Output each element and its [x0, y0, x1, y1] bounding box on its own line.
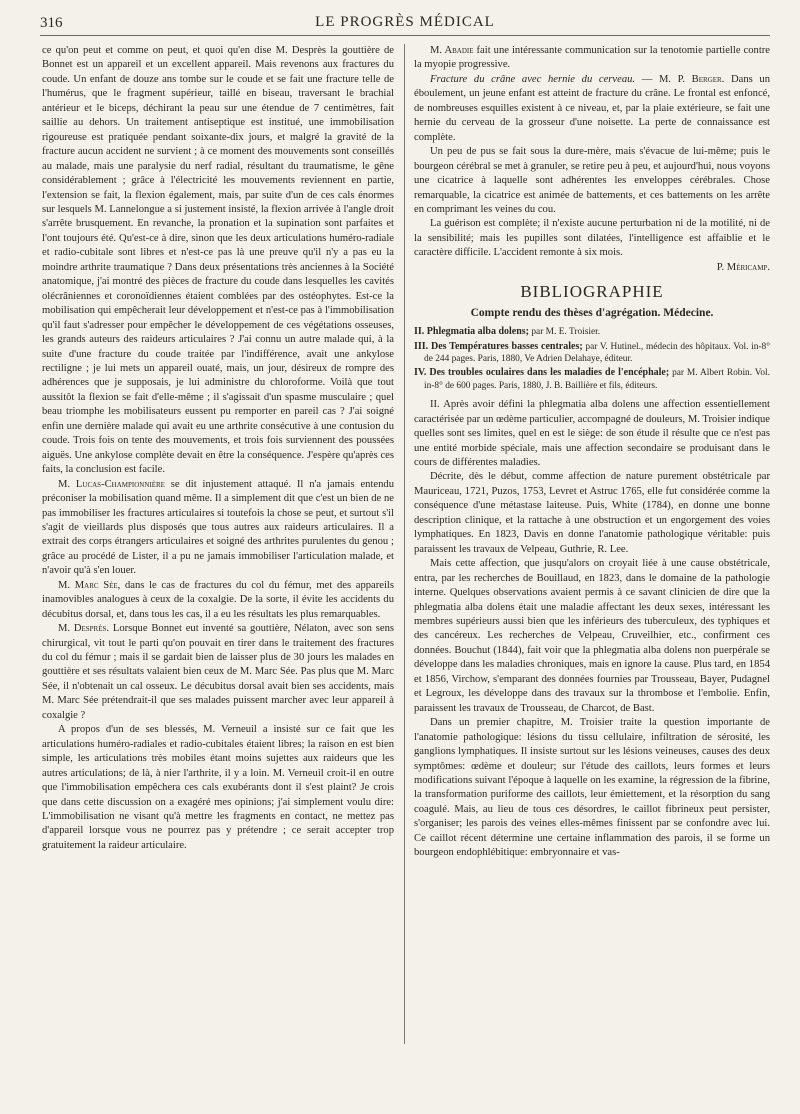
- paragraph: M. Abadie fait une intéressante communication sur la tenotomie partielle contre la myopie progressive.: [414, 45, 770, 71]
- journal-title: LE PROGRÈS MÉDICAL: [315, 14, 495, 30]
- paragraph: M. Desprès. Lorsque Bonnet eut inventé sa gouttière, Nélaton, avec son sens chirurgical, vit tout le parti qu'on pouvait en tirer dans le traitement des fractures du col du fémur ; mais il se gardait bien de laisser plus de 30 jours les malades en gouttière et ses résultats valaient bien ceux de M. Marc Sée. Pas plus que M. Marc Sée, il n'obtenait un cal osseux. Le décubitus dorsal avait bien ses accidents, mais M. Marc Sée prétendrait-il que ses malades puissent marcher avec leur appareil à coxalgie ?: [42, 623, 394, 721]
- speaker-name: M. Lucas-Championnière: [58, 478, 165, 490]
- bibliography-subheading: Compte rendu des thèses d'agrégation. Médecine.: [470, 306, 714, 319]
- paragraph: M. Lucas-Championnière se dit injustement attaqué. Il n'a jamais entendu préconiser la mobilisation quand même. Il a simplement dit que c'est un bien de ne pas immobiliser les fractures articulaires si toutefois la chose se peut, et surtout s'il s'agit de vieillards plus disposés que tous autres aux raideurs articulaires. Il a extrait des corps étrangers articulaires et soigné des arthrites purulentes du genou ; grâce au procédé de Lister, il a pu ne jamais immobiliser l'articulation malade, et n'avoir qu'à s'en louer.: [42, 478, 394, 577]
- paragraph: Fracture du crâne avec hernie du cerveau. — M. P. Berger. Dans un éboulement, un jeune enfant est atteint de fracture du crâne. Le frontal est enfoncé, de nombreuses esquilles existent à ce niveau, et, par la plaie extérieure, se fait une hernie du cerveau de la grosseur d'une noisette. La perte de connaissance est complète.: [414, 73, 770, 143]
- speaker-name: M. Desprès.: [58, 623, 110, 635]
- bibliography-heading: BIBLIOGRAPHIE: [520, 282, 664, 302]
- paragraph: Décrite, dès le début, comme affection de nature purement obstétricale par Mauriceau, 1721, Puzos, 1753, Levret et Astruc 1765, elle fut considérée comme la conséquence d'une métastase laiteuse. Puis, White (1784), en donne une bonne description clinique, et la rattache à une obstruction et un engorgement des voies lymphatiques. En 1823, Davis en donne l'anatomie pathologique véritable: puis paraissent les travaux de Velpeau, Guthrie, R. Lee.: [414, 471, 770, 555]
- bibliography-entry: IV. Des troubles oculaires dans les maladies de l'encéphale; par M. Albert Robin. Vol. in-8° de 600 pages. Paris, 1880, J. B. Baillière et fils, éditeurs.: [414, 367, 770, 391]
- section-title: Fracture du crâne avec hernie du cerveau.: [430, 73, 636, 85]
- paragraph: Mais cette affection, que jusqu'alors on croyait liée à une cause obstétricale, entra, par les recherches de Bouillaud, en 1823, dans le domaine de la pathologie interne. Quelques observations avaient permis à ce savant clinicien de dire que la phlegmatia alba dolens était une maladie affectant les deux sexes, intéressant les membres supérieurs aussi bien que les inférieurs des tuberculeux, des typhiques et des cancéreux. Les recherches de Velpeau, Cruveilhier, etc., confirment ces données. Bouchut (1844), fait voir que la phlegmatia alba dolens non puerpérale se développe dans les maladies chroniques, mais en ignore la cause. Plus tard, en 1854 et 1856, Virchow, s'emparant des données fournies par Trousseau, Bayer, Pudagnel et Legroux, les développe dans des travaux sur la thrombose et l'embolie. Enfin, paraissent les travaux de Trousseau, de Charcot, de Bast.: [414, 558, 770, 714]
- paragraph: II. Après avoir défini la phlegmatia alba dolens une affection essentiellement caractérisée par un œdème particulier, accompagné de douleurs, M. Troisier indique quelles sont ses limites, quel en est le siège: de son étude il résulte que ce n'est pas une entité morbide spéciale, mais une affection secondaire se produisant dans le cours de différentes maladies.: [414, 399, 770, 468]
- paragraph: A propos d'un de ses blessés, M. Verneuil a insisté sur ce fait que les articulations huméro-radiales et radio-cubitales étaient libres; la raison en est bien simple, les articulations très mobiles étant moins sujettes aux raideurs que les autres articulations; de là, à nier l'arthrite, il y a loin. M. Verneuil croit-il en outre que l'immobilisation empêchera ces cals exubérants dont il s'est plaint? Je crois que dans cette discussion on a exagéré mes opinions; j'ai simplement voulu dire: L'immobilisation ne visant qu'à mettre les fragments en contact, ne mettez pas d'appareil lorsque vous ne pourrez pas y prétendre ; ce serait accepter trop gratuitement la raideur articulaire.: [42, 724, 394, 851]
- paragraph: Dans un premier chapitre, M. Troisier traite la question importante de l'anatomie pathologique: lésions du tissu cellulaire, infiltration de sérosité, les ganglions lymphatiques. Il insiste surtout sur les lésions veineuses, causes des deux symptômes: œdème et douleur; sur l'étude des caillots, leurs formes et leurs modifications suivant l'époque à laquelle on les examine, la régression de la fibrine, la transformation puriforme des caillots, leur émiettement, et la résorption du sang coagulé. Mais, au lieu de tous ces désordres, le caillot fibrineux peut persister, s'organiser; les parois des veines elles-mêmes finissent par se confondre avec lui. Ce caillot récent détermine une certaine inflammation des parois, il se forme un bourgeon endophlébitique: embryonnaire et vas-: [414, 717, 770, 859]
- paragraph: La guérison est complète; il n'existe aucune perturbation ni de la motilité, ni de la sensibilité; mais les pupilles sont dilatées, l'intelligence est affaiblie et le caractère difficile. L'accident remonte à six mois.: [414, 218, 770, 259]
- paragraph: ce qu'on peut et comme on peut, et quoi qu'en dise M. Desprès la gouttière de Bonnet est un appareil et un excellent appareil. Mais revenons aux fractures du coude. Un enfant de douze ans tombe sur le coude et se fait une fracture telle de l'humérus, que le fragment supérieur, taillé en biseau, traversant le brachial antérieur et le biceps, déchirant la peau sur une étendue de 7 centimètres, fait saillie au dehors. Un traitement antiseptique est institué, une immobilisation rigoureuse est pratiquée pendant soixante-dix jours, et malgré la gravité de la fracture aucun accident ne survient ; à ce moment des mouvements sont conseillés au malade, mais une paralysie du nerf radial, résultant du traumatisme, le gêne considérablement ; grâce à l'électricité les mouvements reviennent en partie, l'extension se fait, la flexion également, mais, par suite d'un de ces cals énormes sur lesquels M. Lannelongue a si justement insisté, la flexion arrivée à l'angle droit s'arrête brusquement. En revanche, la pronation et la supination sont parfaites et l'ont toujours été. Qu'est-ce à dire, sinon que les deux articulations huméro-radiale et radio-cubitale sont libres et n'est-ce pas là une preuve qu'il n'y a pas eu la moindre arthrite traumatique ? Dans deux présentations très anciennes à la Société anatomique, j'ai montré des pièces de fracture du coude dans lesquelles les cavités olécrâniennes et coronoïdiennes étaient comblées par des ostéophytes. Est-ce la mobilisation qui empêcherait leur développement et n'est-ce pas à l'immobilisation qu'il faut s'adresser pour empêcher le développement de ces végétations osseuses, les grands auteurs des raideurs articulaires ? J'ai connu un autre malade qui, à la suite d'une fracture du coude traitée par l'indifférence, avait une ankylose rectiligne ; je lui mets un appareil ouaté, mais, un jour, désireux de rompre des adhérences que je supposais, je lui administre du chloroforme. Voilà que tout aussitôt la flexion se fait d'elle-même ; il s'agissait d'un spasme musculaire ; quel beau triomphe les mobilisateurs eussent pu remporter en pareil cas ? J'ai soigné enfin une dernière malade qui avait eu une arthrite consécutive à une contusion du coude. Trois fois on tente des mouvements, et trois fois surviennent des poussées aiguës. Une ankylose complète devait en être la conséquence. J'espère qu'après ces faits, la conclusion est facile.: [42, 45, 394, 476]
- bibliography-entry: II. Phlegmatia alba dolens; par M. E. Troisier.: [414, 326, 601, 338]
- page-number: 316: [40, 15, 63, 31]
- running-header: [40, 13, 770, 36]
- bibliography-entry: III. Des Températures basses centrales; par V. Hutinel., médecin des hôpitaux. Vol. in-8° de 244 pages. Paris, 1880, Ve Adrien Delahaye, éditeur.: [414, 340, 770, 364]
- column-divider: [404, 44, 405, 1044]
- paragraph: M. Marc Sée, dans le cas de fractures du col du fémur, met des appareils inamovibles analogues à ceux de la coxalgie. De la sorte, il évite les accidents du décubitus dorsal, et, dans tous les cas, il a eu les résultats les plus remarquables.: [42, 579, 394, 620]
- signature: P. Méricamp.: [716, 261, 770, 273]
- speaker-name: M. Abadie: [430, 45, 474, 56]
- author-name: — M. P. Berger.: [641, 73, 725, 85]
- left-column: [42, 44, 394, 1094]
- right-column: [414, 44, 770, 1094]
- paragraph: Un peu de pus se fait sous la dure-mère, mais s'évacue de lui-même; puis le bourgeon cérébral se met à granuler, se retire peu à peu, et aujourd'hui, nous voyons une cicatrice à laquelle sont adhérentes les enveloppes cérébrales. Chose remarquable, la cicatrice est animée de battements, et ces battements on les arrête en comprimant les veines du cou.: [414, 146, 770, 215]
- speaker-name: M. Marc Sée,: [58, 579, 121, 591]
